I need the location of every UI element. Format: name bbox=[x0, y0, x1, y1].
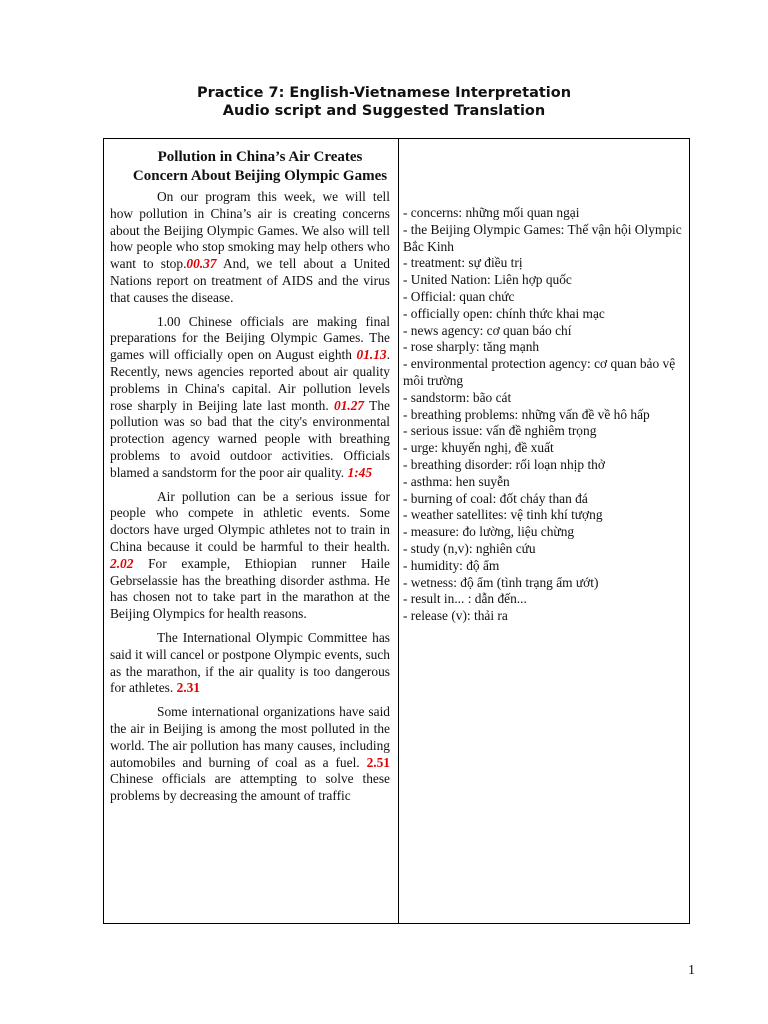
vocab-item: - sandstorm: bão cát bbox=[403, 389, 512, 405]
vocab-item: - the Beijing Olympic Games: Thế vận hội Olympic Bắc Kinh bbox=[403, 221, 682, 254]
article-paragraph bbox=[110, 704, 390, 805]
paragraph-text: And, we tell about a United Nations report on treatment of AIDS and the virus that causes the disease. bbox=[110, 256, 390, 305]
paragraph-text: Some international organizations have said the air in Beijing is among the most polluted in the world. The air pollution has many causes, including automobiles and burning of coal as a fuel. bbox=[110, 704, 390, 770]
paragraph-text: On our program this week, we will tell how pollution in China’s air is creating concerns about the Beijing Olympic Games. We also will tell how people who stop smoking may help others who want to stop. bbox=[110, 189, 390, 272]
document-header bbox=[0, 85, 768, 120]
article-body bbox=[110, 189, 390, 805]
vocab-item: - concerns: những mối quan ngại bbox=[403, 205, 580, 220]
vocab-item: - breathing disorder: rối loạn nhịp thở bbox=[403, 456, 605, 472]
article-paragraph bbox=[110, 189, 390, 307]
vocab-item: - release (v): thải ra bbox=[403, 608, 508, 624]
timestamp-marker: 00.37 bbox=[186, 256, 217, 272]
column-divider bbox=[398, 139, 399, 923]
vocab-item: - measure: đo lường, liệu chừng bbox=[403, 524, 575, 540]
vocab-item: - result in... : dẫn đến... bbox=[403, 591, 527, 607]
timestamp-marker: 2.31 bbox=[176, 680, 200, 696]
vocab-item: - study (n,v): nghiên cứu bbox=[403, 540, 536, 556]
paragraph-text: . Recently, news agencies reported about air quality problems in China's capital. Air pollution levels rose sharply in Beijing late last month. bbox=[110, 347, 390, 413]
page-number: 1 bbox=[688, 963, 695, 978]
paragraph-text: The International Olympic Committee has said it will cancel or postpone Olympic events, such as the marathon, if the air quality is too dangerous for athletes. bbox=[110, 629, 390, 696]
translation-table bbox=[103, 138, 690, 924]
timestamp-marker: 1:45 bbox=[347, 464, 373, 480]
paragraph-text: The pollution was so bad that the city's environmental protection agency warned people with breathing problems to avoid outdoor activities. Officials blamed a sandstorm for the poor air quality. bbox=[110, 397, 390, 480]
vocab-item: - serious issue: vấn đề nghiêm trọng bbox=[403, 423, 597, 439]
vocab-item: - breathing problems: những vấn đề về hô hấp bbox=[403, 406, 650, 422]
timestamp-marker: 01.13 bbox=[356, 347, 387, 363]
vocab-item: - wetness: độ ẩm (tình trạng ẩm ướt) bbox=[403, 574, 599, 590]
timestamp-marker: 2.51 bbox=[366, 754, 390, 770]
article-title: Pollution in China’s Air Creates Concern About Beijing Olympic Games bbox=[132, 149, 388, 184]
header-subtitle: Audio script and Suggested Translation bbox=[222, 102, 546, 119]
vocab-item: - weather satellites: vệ tinh khí tượng bbox=[403, 507, 603, 523]
vocab-item: - rose sharply: tăng mạnh bbox=[403, 339, 540, 355]
vocabulary-column bbox=[403, 205, 683, 625]
vocab-item: - officially open: chính thức khai mạc bbox=[403, 305, 605, 321]
vocab-item: - environmental protection agency: cơ quan bảo vệ môi trường bbox=[403, 356, 676, 388]
paragraph-text: Chinese officials are attempting to solve these problems by decreasing the amount of traffic bbox=[110, 771, 390, 804]
paragraph-text: For example, Ethiopian runner Haile Gebrselassie has the breathing disorder asthma. He has chosen not to take part in the marathon at the Beijing Olympics for health reasons. bbox=[110, 555, 390, 622]
vocab-item: - humidity: độ ẩm bbox=[403, 557, 500, 573]
vocab-item: - burning of coal: đốt cháy than đá bbox=[403, 490, 588, 506]
paragraph-text: Air pollution can be a serious issue for people who compete in athletic events. Some doctors have urged Olympic athletes not to train in China because it could be harmful to their health. bbox=[110, 488, 390, 554]
script-column bbox=[110, 148, 390, 812]
article-paragraph bbox=[110, 630, 390, 697]
vocab-item: - treatment: sự điều trị bbox=[403, 255, 523, 271]
timestamp-marker: 01.27 bbox=[334, 397, 365, 413]
article-paragraph bbox=[110, 489, 390, 623]
vocab-item: - news agency: cơ quan báo chí bbox=[403, 322, 572, 338]
vocab-item: - urge: khuyến nghị, đề xuất bbox=[403, 440, 554, 456]
timestamp-marker: 2.02 bbox=[110, 555, 134, 571]
paragraph-text: 1.00 Chinese officials are making final preparations for the Beijing Olympic Games. The games will officially open on August eighth bbox=[110, 313, 390, 363]
article-paragraph bbox=[110, 314, 390, 482]
vocab-item: - asthma: hen suyễn bbox=[403, 473, 510, 489]
vocab-item: - United Nation: Liên hợp quốc bbox=[403, 272, 572, 288]
vocab-item: - Official: quan chức bbox=[403, 288, 515, 304]
header-title: Practice 7: English-Vietnamese Interpretation bbox=[196, 85, 572, 101]
